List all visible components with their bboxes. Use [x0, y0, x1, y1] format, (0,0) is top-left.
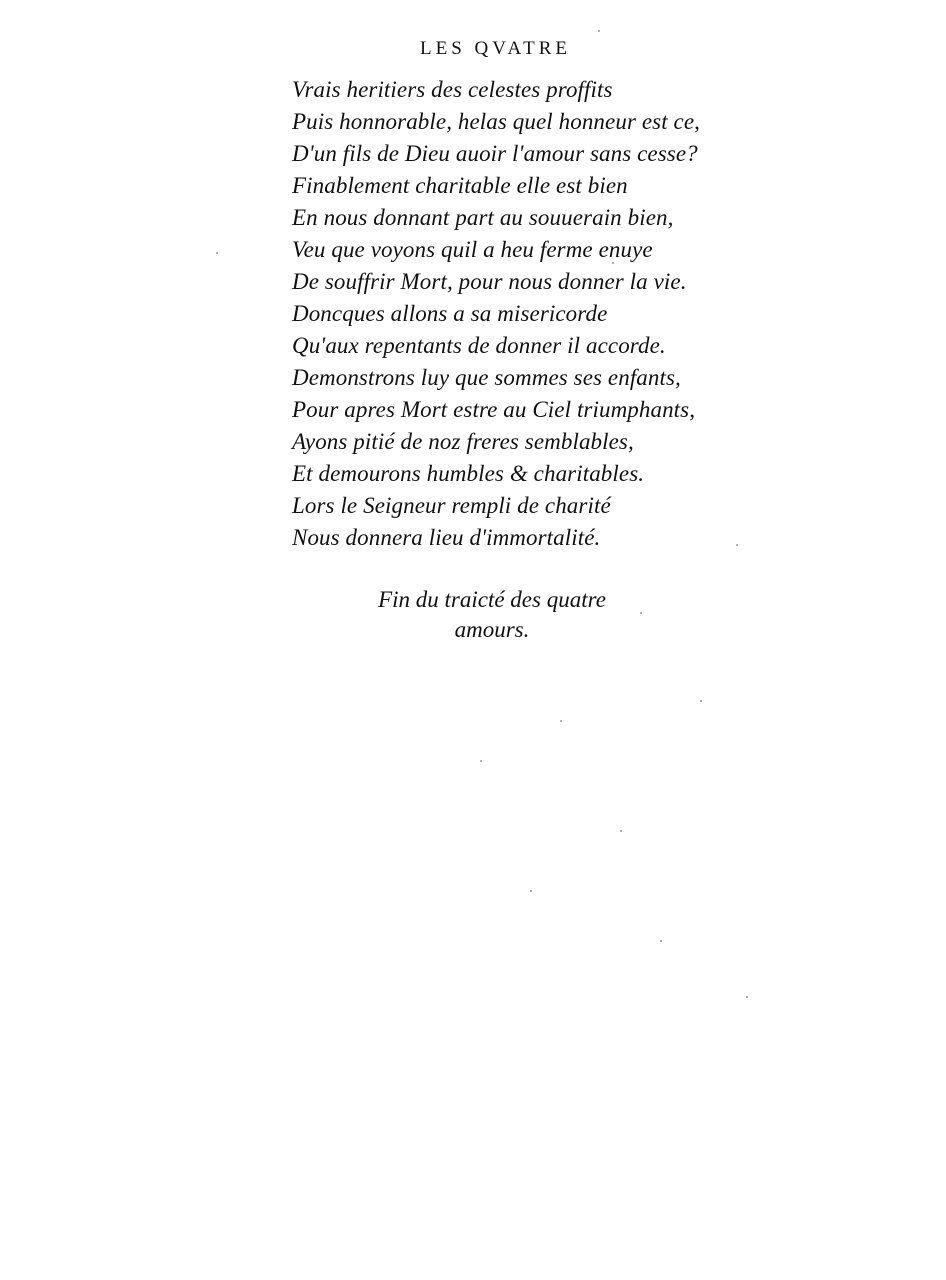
poem-line: Puis honnorable, helas quel honneur est ce,	[292, 109, 701, 134]
poem-line: D'un fils de Dieu auoir l'amour sans cesse?	[292, 141, 698, 166]
scan-speck	[598, 30, 600, 32]
colophon-line: Fin du traicté des quatre	[378, 587, 606, 612]
scan-speck	[620, 830, 622, 832]
poem-line: Lors le Seigneur rempli de charité	[292, 493, 611, 518]
running-head: LES QVATRE	[420, 38, 572, 59]
poem-line: Et demourons humbles & charitables.	[292, 461, 645, 486]
scan-speck	[612, 262, 614, 264]
scan-speck	[736, 544, 738, 546]
poem-line: Nous donnera lieu d'immortalité.	[292, 525, 601, 550]
scan-speck	[560, 720, 562, 722]
poem-line: Vrais heritiers des celestes proffits	[292, 77, 613, 102]
poem-stanza	[292, 74, 752, 554]
poem-line: Qu'aux repentants de donner il accorde.	[292, 333, 666, 358]
poem-line: Doncques allons a sa misericorde	[292, 301, 608, 326]
poem-line: Pour apres Mort estre au Ciel triumphants,	[292, 397, 696, 422]
poem-line: Demonstrons luy que sommes ses enfants,	[292, 365, 681, 390]
colophon-line: amours.	[454, 617, 530, 642]
scan-speck	[216, 252, 218, 254]
scan-speck	[660, 940, 662, 942]
poem-line: Finablement charitable elle est bien	[292, 173, 628, 198]
poem-line: Veu que voyons quil a heu ferme enuye	[292, 237, 653, 262]
scan-speck	[480, 760, 482, 762]
poem-line: Ayons pitié de noz freres semblables,	[292, 429, 634, 454]
poem-line: De souffrir Mort, pour nous donner la vie.	[292, 269, 687, 294]
poem-line: En nous donnant part au souuerain bien,	[292, 205, 674, 230]
scan-speck	[530, 890, 532, 892]
colophon	[300, 585, 684, 645]
scan-speck	[640, 612, 642, 614]
scan-speck	[746, 996, 748, 998]
scan-speck	[700, 700, 702, 702]
